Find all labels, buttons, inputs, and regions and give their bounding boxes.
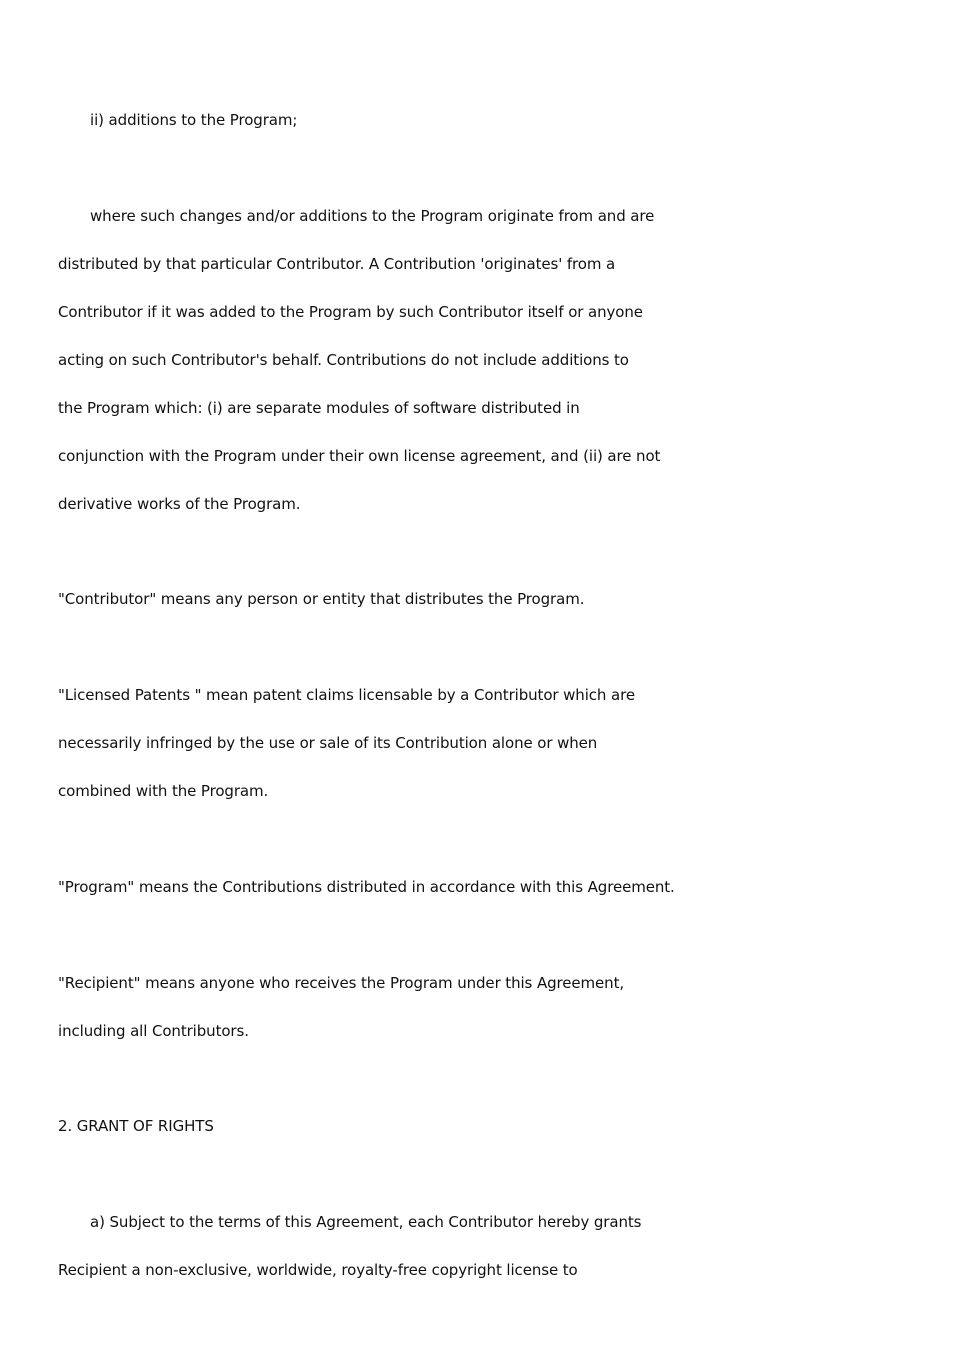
paragraph-line: where such changes and/or additions to the Program originate from and are bbox=[90, 207, 655, 225]
list-item-grant: a) Subject to the terms of this Agreement, each Contributor hereby grants bbox=[90, 1213, 642, 1231]
definition-recipient: "Recipient" means anyone who receives the Program under this Agreement, bbox=[58, 974, 625, 992]
paragraph-line: derivative works of the Program. bbox=[58, 495, 301, 513]
section-heading: 2. GRANT OF RIGHTS bbox=[58, 1117, 214, 1135]
paragraph-line: including all Contributors. bbox=[58, 1022, 249, 1040]
definition-licensed-patents: "Licensed Patents " mean patent claims licensable by a Contributor which are bbox=[58, 686, 635, 704]
definition-program: "Program" means the Contributions distributed in accordance with this Agreement. bbox=[58, 878, 675, 896]
definition-contributor: "Contributor" means any person or entity that distributes the Program. bbox=[58, 590, 585, 608]
list-item-additions: ii) additions to the Program; bbox=[90, 111, 298, 129]
paragraph-line: the Program which: (i) are separate modules of software distributed in bbox=[58, 399, 580, 417]
paragraph-line: distributed by that particular Contributor. A Contribution 'originates' from a bbox=[58, 255, 616, 273]
paragraph-line: combined with the Program. bbox=[58, 782, 269, 800]
paragraph-line: necessarily infringed by the use or sale of its Contribution alone or when bbox=[58, 734, 598, 752]
paragraph-line: Contributor if it was added to the Program by such Contributor itself or anyone bbox=[58, 303, 643, 321]
paragraph-line: conjunction with the Program under their own license agreement, and (ii) are not bbox=[58, 447, 661, 465]
paragraph-line: Recipient a non-exclusive, worldwide, royalty-free copyright license to bbox=[58, 1261, 578, 1279]
paragraph-line: acting on such Contributor's behalf. Contributions do not include additions to bbox=[58, 351, 629, 369]
